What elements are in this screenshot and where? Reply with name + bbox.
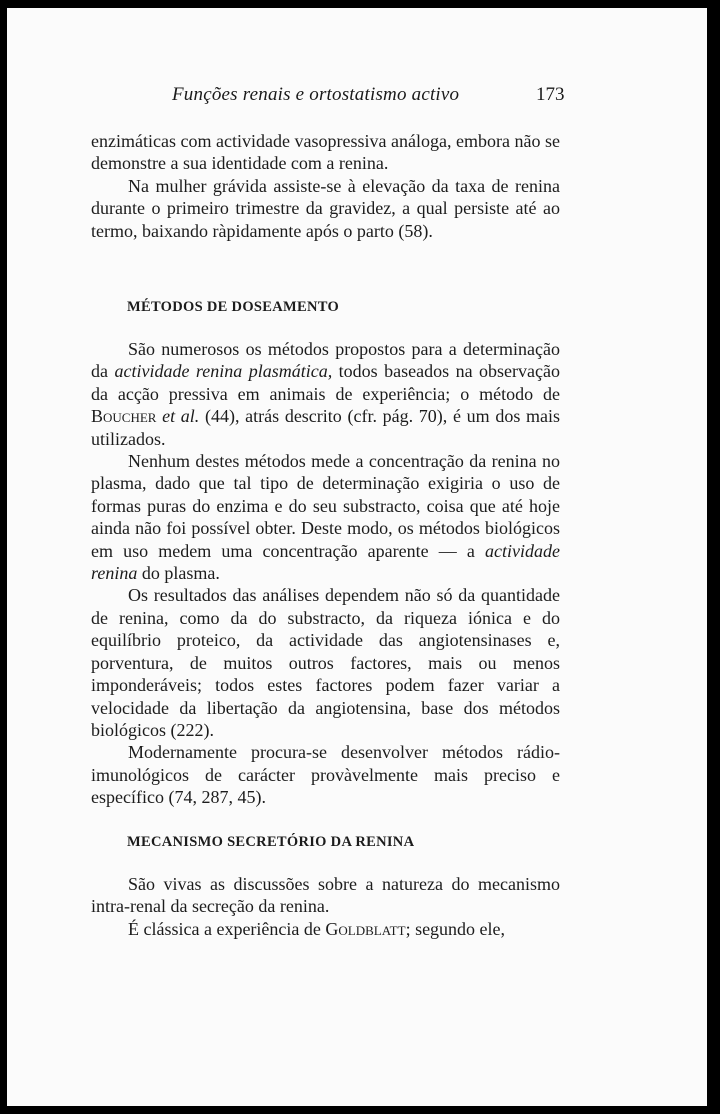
author-name: Goldblatt: [325, 918, 406, 939]
running-header: [7, 84, 707, 114]
text-run: É clássica a experiência de: [128, 918, 326, 939]
paragraph: [91, 338, 560, 450]
italic-term: actividade renina: [91, 540, 560, 584]
italic-term: et al.: [162, 406, 200, 427]
text-run: do plasma.: [137, 563, 220, 584]
text-run: (44), atrás descrito (cfr. pág. 70), é um dos mais utilizados.: [91, 406, 560, 449]
text-run: ; segundo ele,: [405, 918, 506, 939]
paragraph: Os resultados das análises dependem não só da quantidade de renina, como da do substracto, da riqueza iónica e do equilíbrio proteico, da actividade das angiotensinases e, porventura, de muitos outros factores, mais ou menos imponderáveis; todos estes factores podem fazer variar a velocidade da libertação da angiotensina, base dos métodos biológicos (222).: [91, 585, 560, 740]
running-title: Funções renais e ortostatismo activo: [172, 84, 460, 105]
paragraph: São vivas as discussões sobre a natureza do mecanismo intra-renal da secreção da renina.: [91, 874, 560, 917]
paragraph: [91, 450, 560, 584]
section-heading-metodos: MÉTODOS DE DOSEAMENTO: [127, 299, 340, 315]
section-heading-mecanismo: MECANISMO SECRETÓRIO DA RENINA: [127, 834, 415, 850]
paragraph: [91, 918, 560, 940]
text-run: Nenhum destes métodos mede a concentração da renina no plasma, dado que tal tipo de determinação exigiria o uso de formas puras do enzima e do seu substracto, coisa que até hoje ainda não foi possível obter. Deste modo, os métodos biológicos em uso medem uma concentração aparente — a: [91, 451, 560, 561]
paragraph: Modernamente procura-se desenvolver métodos rádio-imunológicos de carácter provàvelmente mais preciso e específico (74, 287, 45).: [91, 742, 560, 808]
section-body-mecanismo: [91, 873, 560, 940]
italic-term: actividade renina plasmática,: [114, 361, 333, 382]
book-page: [7, 8, 707, 1106]
opening-paragraphs: [91, 130, 560, 242]
paragraph: enzimáticas com actividade vasopressiva análoga, embora não se demonstre a sua identidade com a renina.: [91, 131, 560, 174]
text-run: todos baseados na observação da acção pressiva em animais de experiência; o método de: [91, 361, 560, 404]
page-number: 173: [536, 84, 565, 105]
author-name: Boucher: [91, 406, 157, 427]
paragraph: Na mulher grávida assiste-se à elevação da taxa de renina durante o primeiro trimestre da gravidez, a qual persiste até ao termo, baixando ràpidamente após o parto (58).: [91, 175, 560, 241]
section-body-metodos: [91, 338, 560, 809]
text-run: São numerosos os métodos propostos para a determinação da: [91, 339, 560, 382]
